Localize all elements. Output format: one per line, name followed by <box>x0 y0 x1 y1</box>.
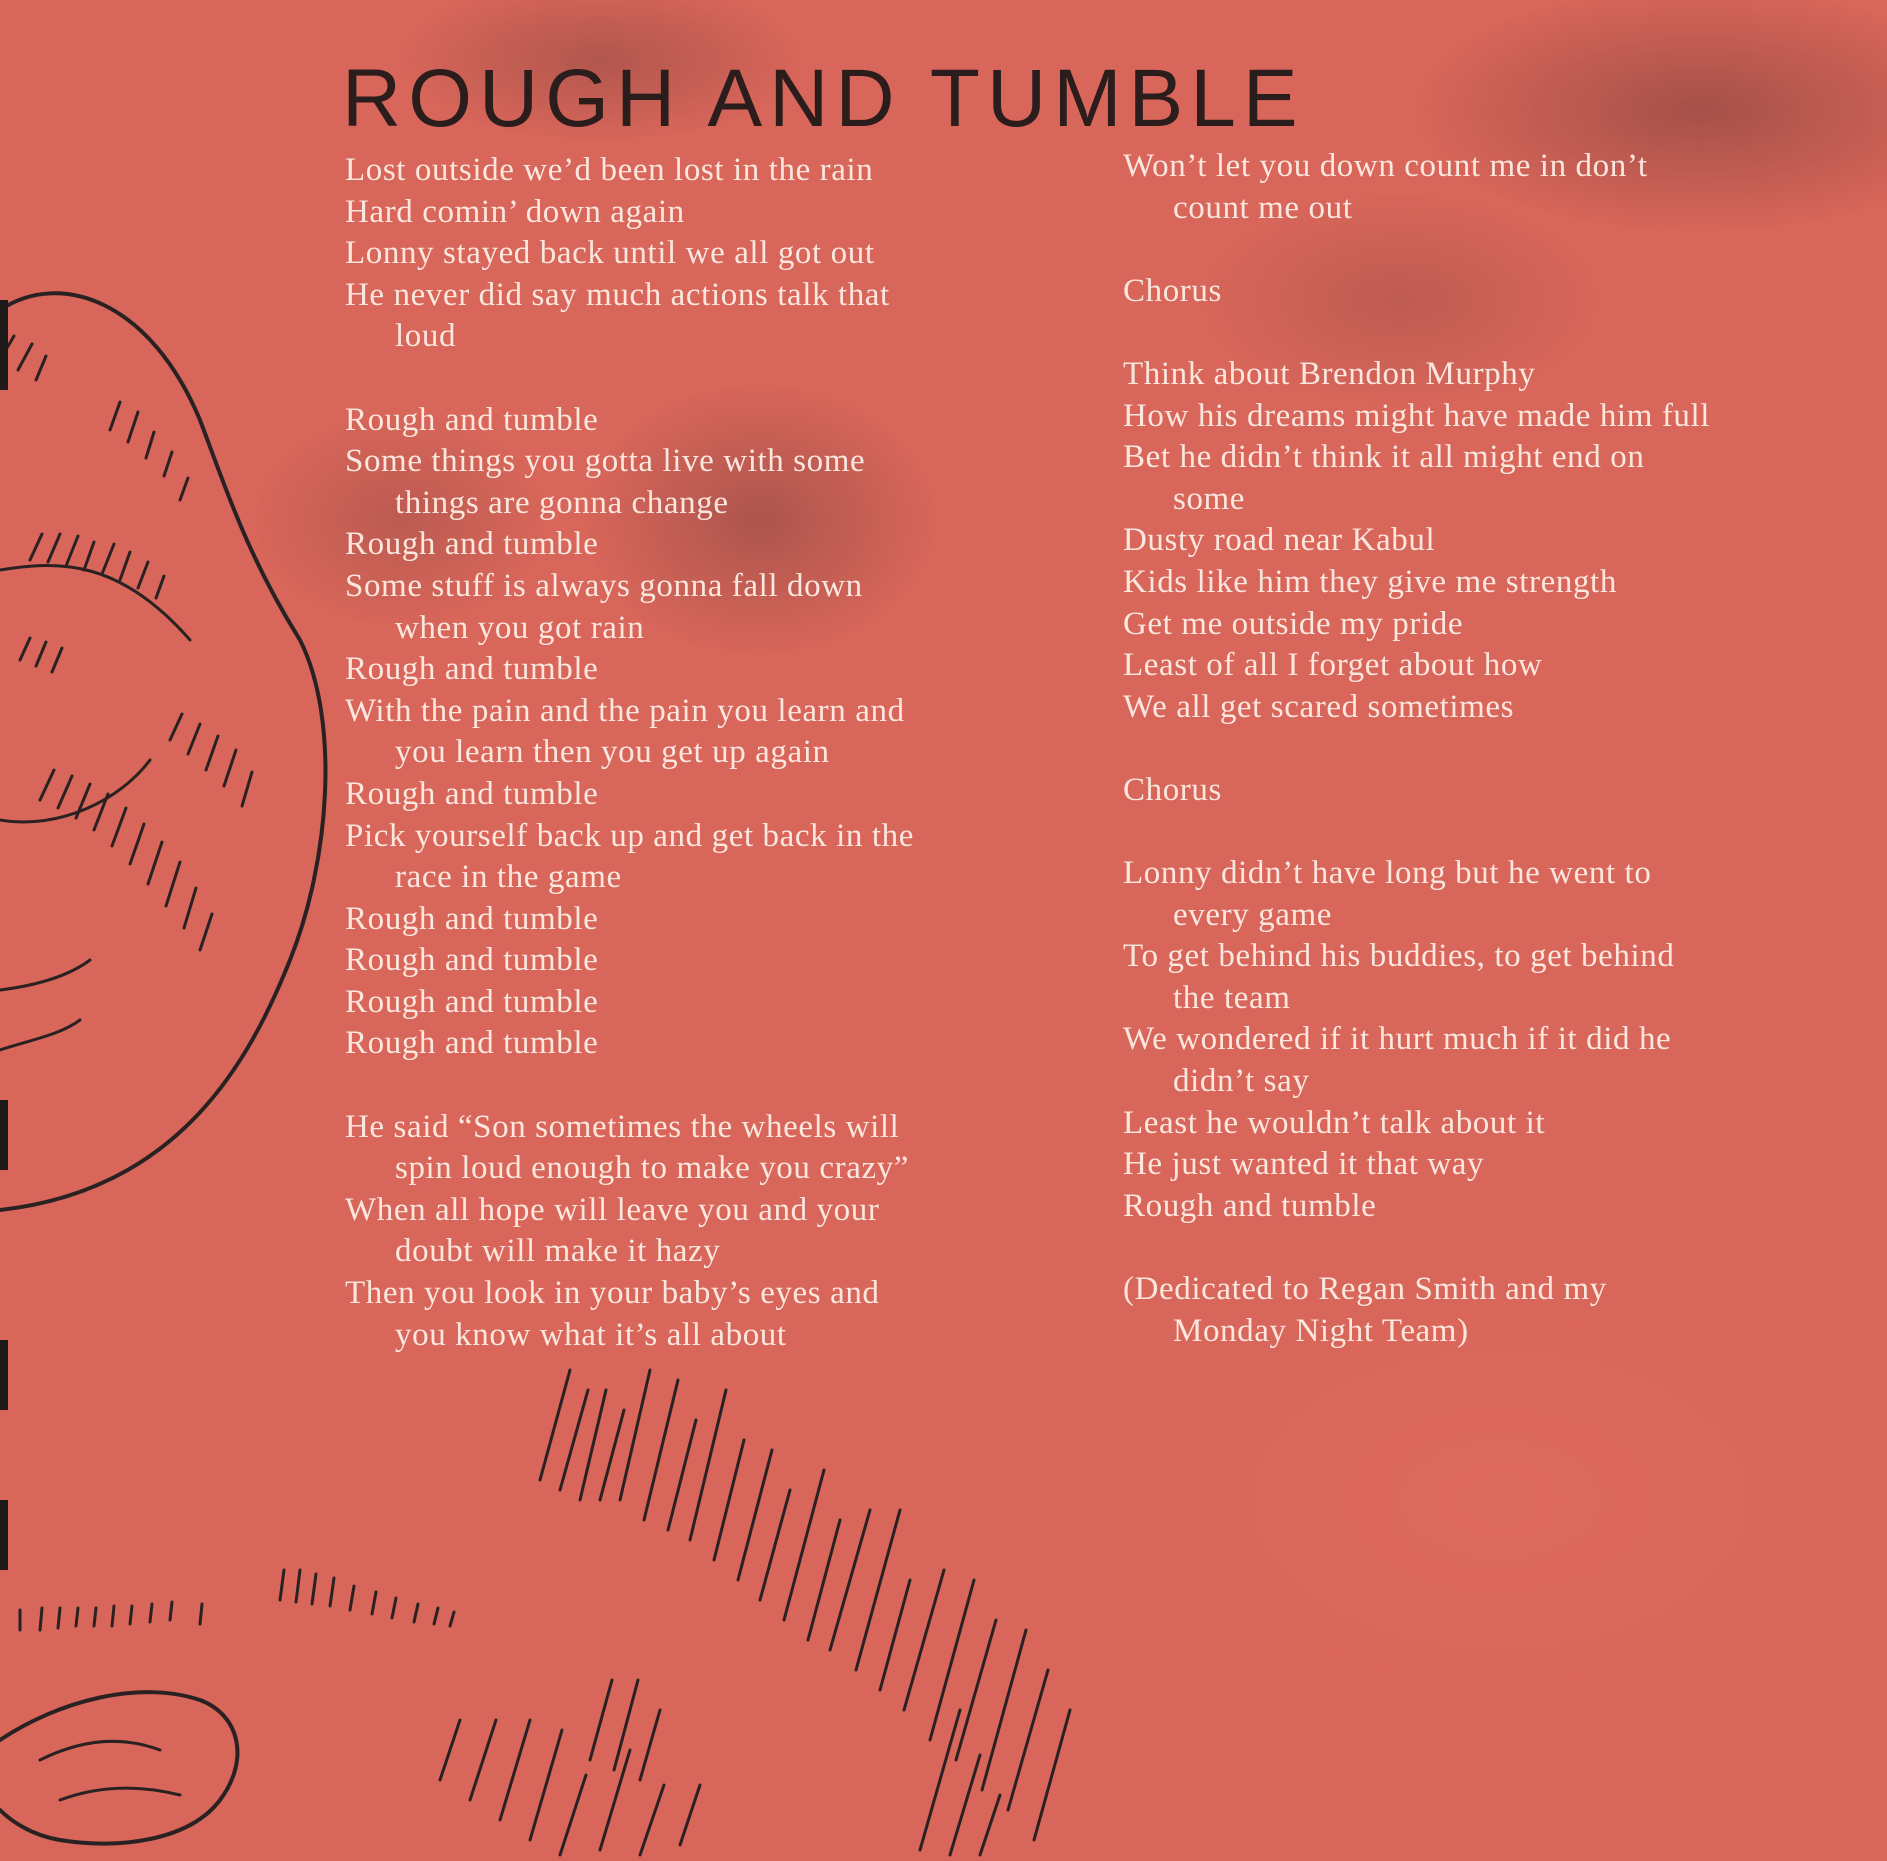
stanza-break <box>1123 1227 1843 1269</box>
lyric-line: Rough and tumble <box>1123 1187 1377 1224</box>
stanza-break <box>1123 728 1843 770</box>
lyric-line: when you got rain <box>395 609 645 646</box>
lyric-line: Lost outside we’d been lost in the rain <box>345 152 874 188</box>
lyric-line: Think about Brendon Murphy <box>1123 355 1536 392</box>
lyric-line: didn’t say <box>1173 1063 1310 1100</box>
stanza-break <box>1123 312 1843 354</box>
lyric-line: Some things you gotta live with some <box>345 443 866 480</box>
lyric-line: We all get scared sometimes <box>1123 688 1515 725</box>
sketch-ground-strokes <box>20 1570 454 1630</box>
lyrics-column-right <box>1123 146 1843 1352</box>
lyric-line: Kids like him they give me strength <box>1123 563 1617 600</box>
sketch-inner-curve <box>0 760 150 1050</box>
lyric-line: every game <box>1173 896 1332 933</box>
lyric-line: Some stuff is always gonna fall down <box>345 567 863 604</box>
lyric-line: He just wanted it that way <box>1123 1146 1485 1183</box>
lyric-line: things are gonna change <box>395 484 729 521</box>
lyric-line: Pick yourself back up and get back in the <box>345 817 914 854</box>
sketch-hatching <box>0 336 252 950</box>
lyric-line: When all hope will leave you and your <box>345 1191 880 1228</box>
stanza-break <box>345 1065 1045 1107</box>
lyric-line: doubt will make it hazy <box>395 1233 721 1270</box>
lyric-line: Least of all I forget about how <box>1123 647 1543 684</box>
lyric-line: Then you look in your baby’s eyes and <box>345 1275 880 1312</box>
lyric-line: Rough and tumble <box>345 526 599 563</box>
lyric-line: Chorus <box>1123 771 1222 808</box>
lyric-line: race in the game <box>395 859 622 896</box>
lyric-line: To get behind his buddies, to get behind <box>1123 938 1675 975</box>
lyric-line: He never did say much actions talk that <box>345 276 890 313</box>
lyric-line: (Dedicated to Regan Smith and my <box>1123 1271 1607 1308</box>
lyric-line: Rough and tumble <box>345 401 599 438</box>
song-title: ROUGH AND TUMBLE <box>342 53 1305 144</box>
lyric-line: spin loud enough to make you crazy” <box>395 1150 910 1187</box>
lyric-line: you know what it’s all about <box>395 1316 787 1353</box>
binding-marks <box>0 300 8 1570</box>
stanza-break <box>1123 812 1843 854</box>
sketch-cap-band <box>0 565 190 640</box>
lyric-line: some <box>1173 480 1246 517</box>
lyric-line: Lonny stayed back until we all got out <box>345 235 875 272</box>
lyric-line: Rough and tumble <box>345 942 599 979</box>
stanza-break <box>1123 229 1843 271</box>
sketch-shoe-lace <box>40 1741 180 1800</box>
lyric-line: Hard comin’ down again <box>345 193 685 230</box>
lyric-line: Bet he didn’t think it all might end on <box>1123 439 1645 476</box>
sketch-rain-strokes <box>440 1370 1070 1855</box>
stanza-break <box>345 358 1045 400</box>
lyric-line: Rough and tumble <box>345 983 599 1020</box>
lyric-line: you learn then you get up again <box>395 734 830 771</box>
lyric-line: Rough and tumble <box>345 651 599 688</box>
lyric-line: Lonny didn’t have long but he went to <box>1123 855 1652 892</box>
lyric-line: Rough and tumble <box>345 900 599 937</box>
sketch-shoe-shape <box>0 1692 237 1843</box>
lyric-line: He said “Son sometimes the wheels will <box>345 1108 900 1145</box>
lyric-line: Won’t let you down count me in don’t <box>1123 148 1648 184</box>
lyric-line: We wondered if it hurt much if it did he <box>1123 1021 1672 1058</box>
lyrics-column-left <box>345 150 1045 1356</box>
lyric-line: loud <box>395 318 457 355</box>
lyric-line: Chorus <box>1123 272 1222 309</box>
lyric-line: How his dreams might have made him full <box>1123 397 1711 434</box>
lyric-line: Get me outside my pride <box>1123 605 1464 642</box>
lyric-line: Dusty road near Kabul <box>1123 522 1436 559</box>
sketch-body-outline <box>0 293 325 1210</box>
lyric-line: Monday Night Team) <box>1173 1312 1469 1349</box>
lyric-line: the team <box>1173 979 1291 1016</box>
lyric-line: count me out <box>1173 189 1353 226</box>
lyric-line: Rough and tumble <box>345 775 599 812</box>
lyric-line: Least he wouldn’t talk about it <box>1123 1104 1546 1141</box>
lyric-line: Rough and tumble <box>345 1025 599 1062</box>
lyric-line: With the pain and the pain you learn and <box>345 692 905 729</box>
